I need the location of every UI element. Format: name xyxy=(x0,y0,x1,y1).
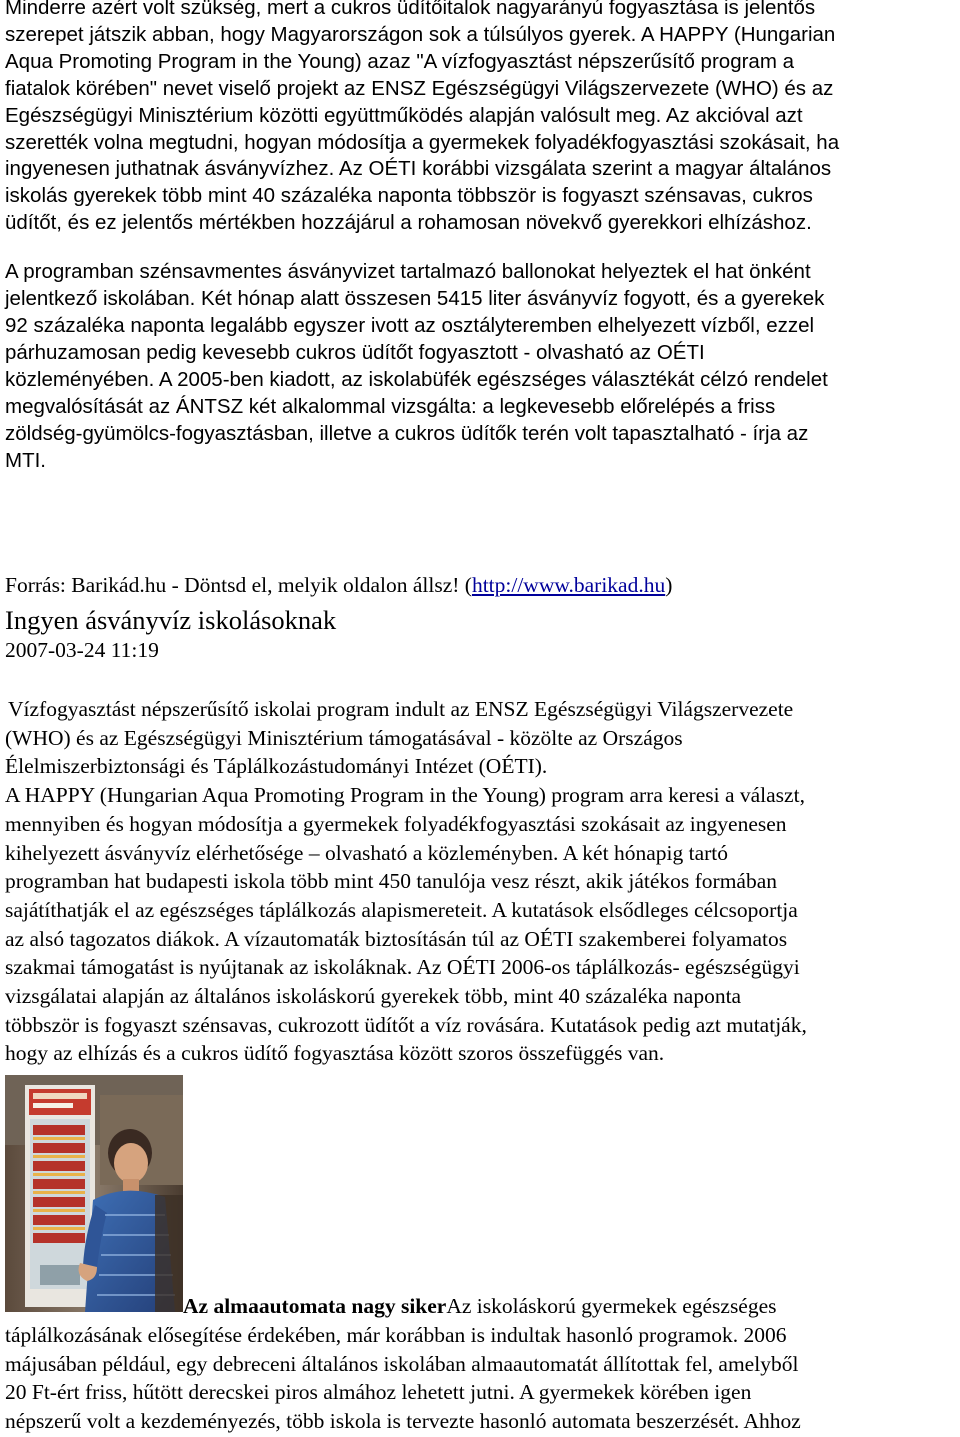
text-line: Minderre azért volt szükség, mert a cukros üdítőitalok nagyarányú fogyasztása is jelentős xyxy=(5,0,816,19)
text-line: fiatalok körében" nevet viselő projekt az ENSZ Egészségügyi Világszervezete (WHO) és az xyxy=(5,76,834,100)
text-line: többször is fogyaszt szénsavas, cukrozott üdítőt a víz rovására. Kutatások pedig azt mutatják, xyxy=(5,1012,807,1037)
text-line: szakmai támogatást is nyújtanak az iskoláknak. Az OÉTI 2006-os táplálkozás- egészségügyi xyxy=(5,955,800,980)
article-body xyxy=(5,695,955,1068)
text-line: kihelyezett ásványvíz elérhetősége – olvasható a közleményben. A két hónapig tartó xyxy=(5,840,728,865)
text-line: májusában például, egy debreceni általános iskolában almaautomatát állítottak fel, amelyből xyxy=(5,1351,799,1376)
text-line: mennyiben és hogyan módosítja a gyermekek folyadékfogyasztási szokásait az ingyenesen xyxy=(5,811,787,836)
text-line: táplálkozásának elősegítése érdekében, már korábban is indultak hasonló programok. 2006 xyxy=(5,1323,787,1347)
second-article-first-text: Az iskoláskorú gyermekek egészséges xyxy=(446,1294,777,1318)
text-line: megvalósítását az ÁNTSZ két alkalommal vizsgálta: a legkevesebb előrelépés a friss xyxy=(5,394,776,418)
second-article-title: Az almaautomata nagy siker xyxy=(183,1294,447,1318)
text-line: MTI. xyxy=(5,448,46,472)
text-line: Egészségügyi Minisztérium közötti együttműködés alapján valósult meg. Az akcióval azt xyxy=(5,103,803,127)
second-article-body xyxy=(5,1321,955,1436)
text-line: 92 százaléka naponta legalább egyszer ivott az osztályteremben elhelyezett vízből, ezzel xyxy=(5,313,815,337)
text-line: Vízfogyasztást népszerűsítő iskolai program indult az ENSZ Egészségügyi Világszervezete xyxy=(8,697,794,721)
text-line: sajátíthatják el az egészséges táplálkozás alapismereteit. A kutatások elsődleges célcsoportja xyxy=(5,897,798,922)
text-line: zöldség-gyümölcs-fogyasztásban, illetve a cukros üdítők terén volt tapasztalható - írja az xyxy=(5,421,809,445)
text-line: közleményében. A 2005-ben kiadott, az iskolabüfék egészséges választékát célzó rendelet xyxy=(5,367,828,391)
text-line: párhuzamosan pedig kevesebb cukros üdítőt fogyasztott - olvasható az OÉTI xyxy=(5,340,705,364)
intro-paragraph-2 xyxy=(5,259,955,474)
text-line: az alsó tagozatos diákok. A vízautomaták biztosításán túl az OÉTI szakemberei folyamatos xyxy=(5,926,788,951)
text-line: népszerű volt a kezdeményezés, több iskola is tervezte hasonló automata beszerzését. Ahhoz xyxy=(5,1409,801,1434)
intro-paragraph-1 xyxy=(5,0,955,237)
text-line: jelentkező iskolában. Két hónap alatt összesen 5415 liter ásványvíz fogyott, és a gyerekek xyxy=(5,287,825,311)
source-line xyxy=(5,571,955,600)
text-line: Aqua Promoting Program in the Young) azaz "A vízfogyasztást népszerűsítő program a xyxy=(5,49,794,73)
text-line: szerették volna megtudni, hogyan módosítja a gyermekek folyadékfogyasztási szokásait, ha xyxy=(5,130,840,154)
paragraph-gap xyxy=(5,237,955,259)
source-suffix: ) xyxy=(665,573,673,597)
text-line: programban hat budapesti iskola több mint 450 tanulója vesz részt, akik játékos formában xyxy=(5,869,778,894)
text-line: üdítőt, és ez jelentős mértékben hozzájárul a rohamosan növekvő gyerekkori elhízáshoz. xyxy=(5,211,812,235)
second-article-first-line xyxy=(5,1292,777,1321)
intro-text xyxy=(5,0,955,474)
text-line: iskolás gyerekek több mint 40 százaléka naponta többször is fogyaszt szénsavas, cukros xyxy=(5,184,813,208)
text-line: 20 Ft-ért friss, hűtött derecskei piros almához lehetett jutni. A gyermekek körében igen xyxy=(5,1380,752,1405)
text-line: (WHO) és az Egészségügyi Minisztérium támogatásával - közölte az Országos xyxy=(5,725,683,750)
text-line: ingyenesen juthatnak ásványvízhez. Az OÉTI korábbi vizsgálata szerint a magyar általános xyxy=(5,157,832,181)
article-title: Ingyen ásványvíz iskolásoknak xyxy=(5,605,337,635)
text-line: A programban szénsavmentes ásványvizet tartalmazó ballonokat helyeztek el hat önként xyxy=(5,260,811,284)
text-line: A HAPPY (Hungarian Aqua Promoting Program in the Young) program arra keresi a választ, xyxy=(5,783,805,808)
text-line: vizsgálatai alapján az általános iskoláskorú gyerekek több, mint 40 százaléka naponta xyxy=(5,984,742,1009)
vending-machine-photo xyxy=(5,1075,183,1312)
text-line: szerepet játszik abban, hogy Magyarországon sok a túlsúlyos gyerek. A HAPPY (Hungarian xyxy=(5,22,836,46)
article-date: 2007-03-24 11:19 xyxy=(5,638,159,662)
text-line: hogy az elhízás és a cukros üdítő fogyasztása között szoros összefüggés van. xyxy=(5,1041,665,1066)
text-line: Élelmiszerbiztonsági és Táplálkozástudományi Intézet (OÉTI). xyxy=(5,754,548,779)
source-link[interactable]: http://www.barikad.hu xyxy=(471,573,666,597)
source-prefix: Forrás: Barikád.hu - Döntsd el, melyik oldalon állsz! ( xyxy=(5,573,472,597)
